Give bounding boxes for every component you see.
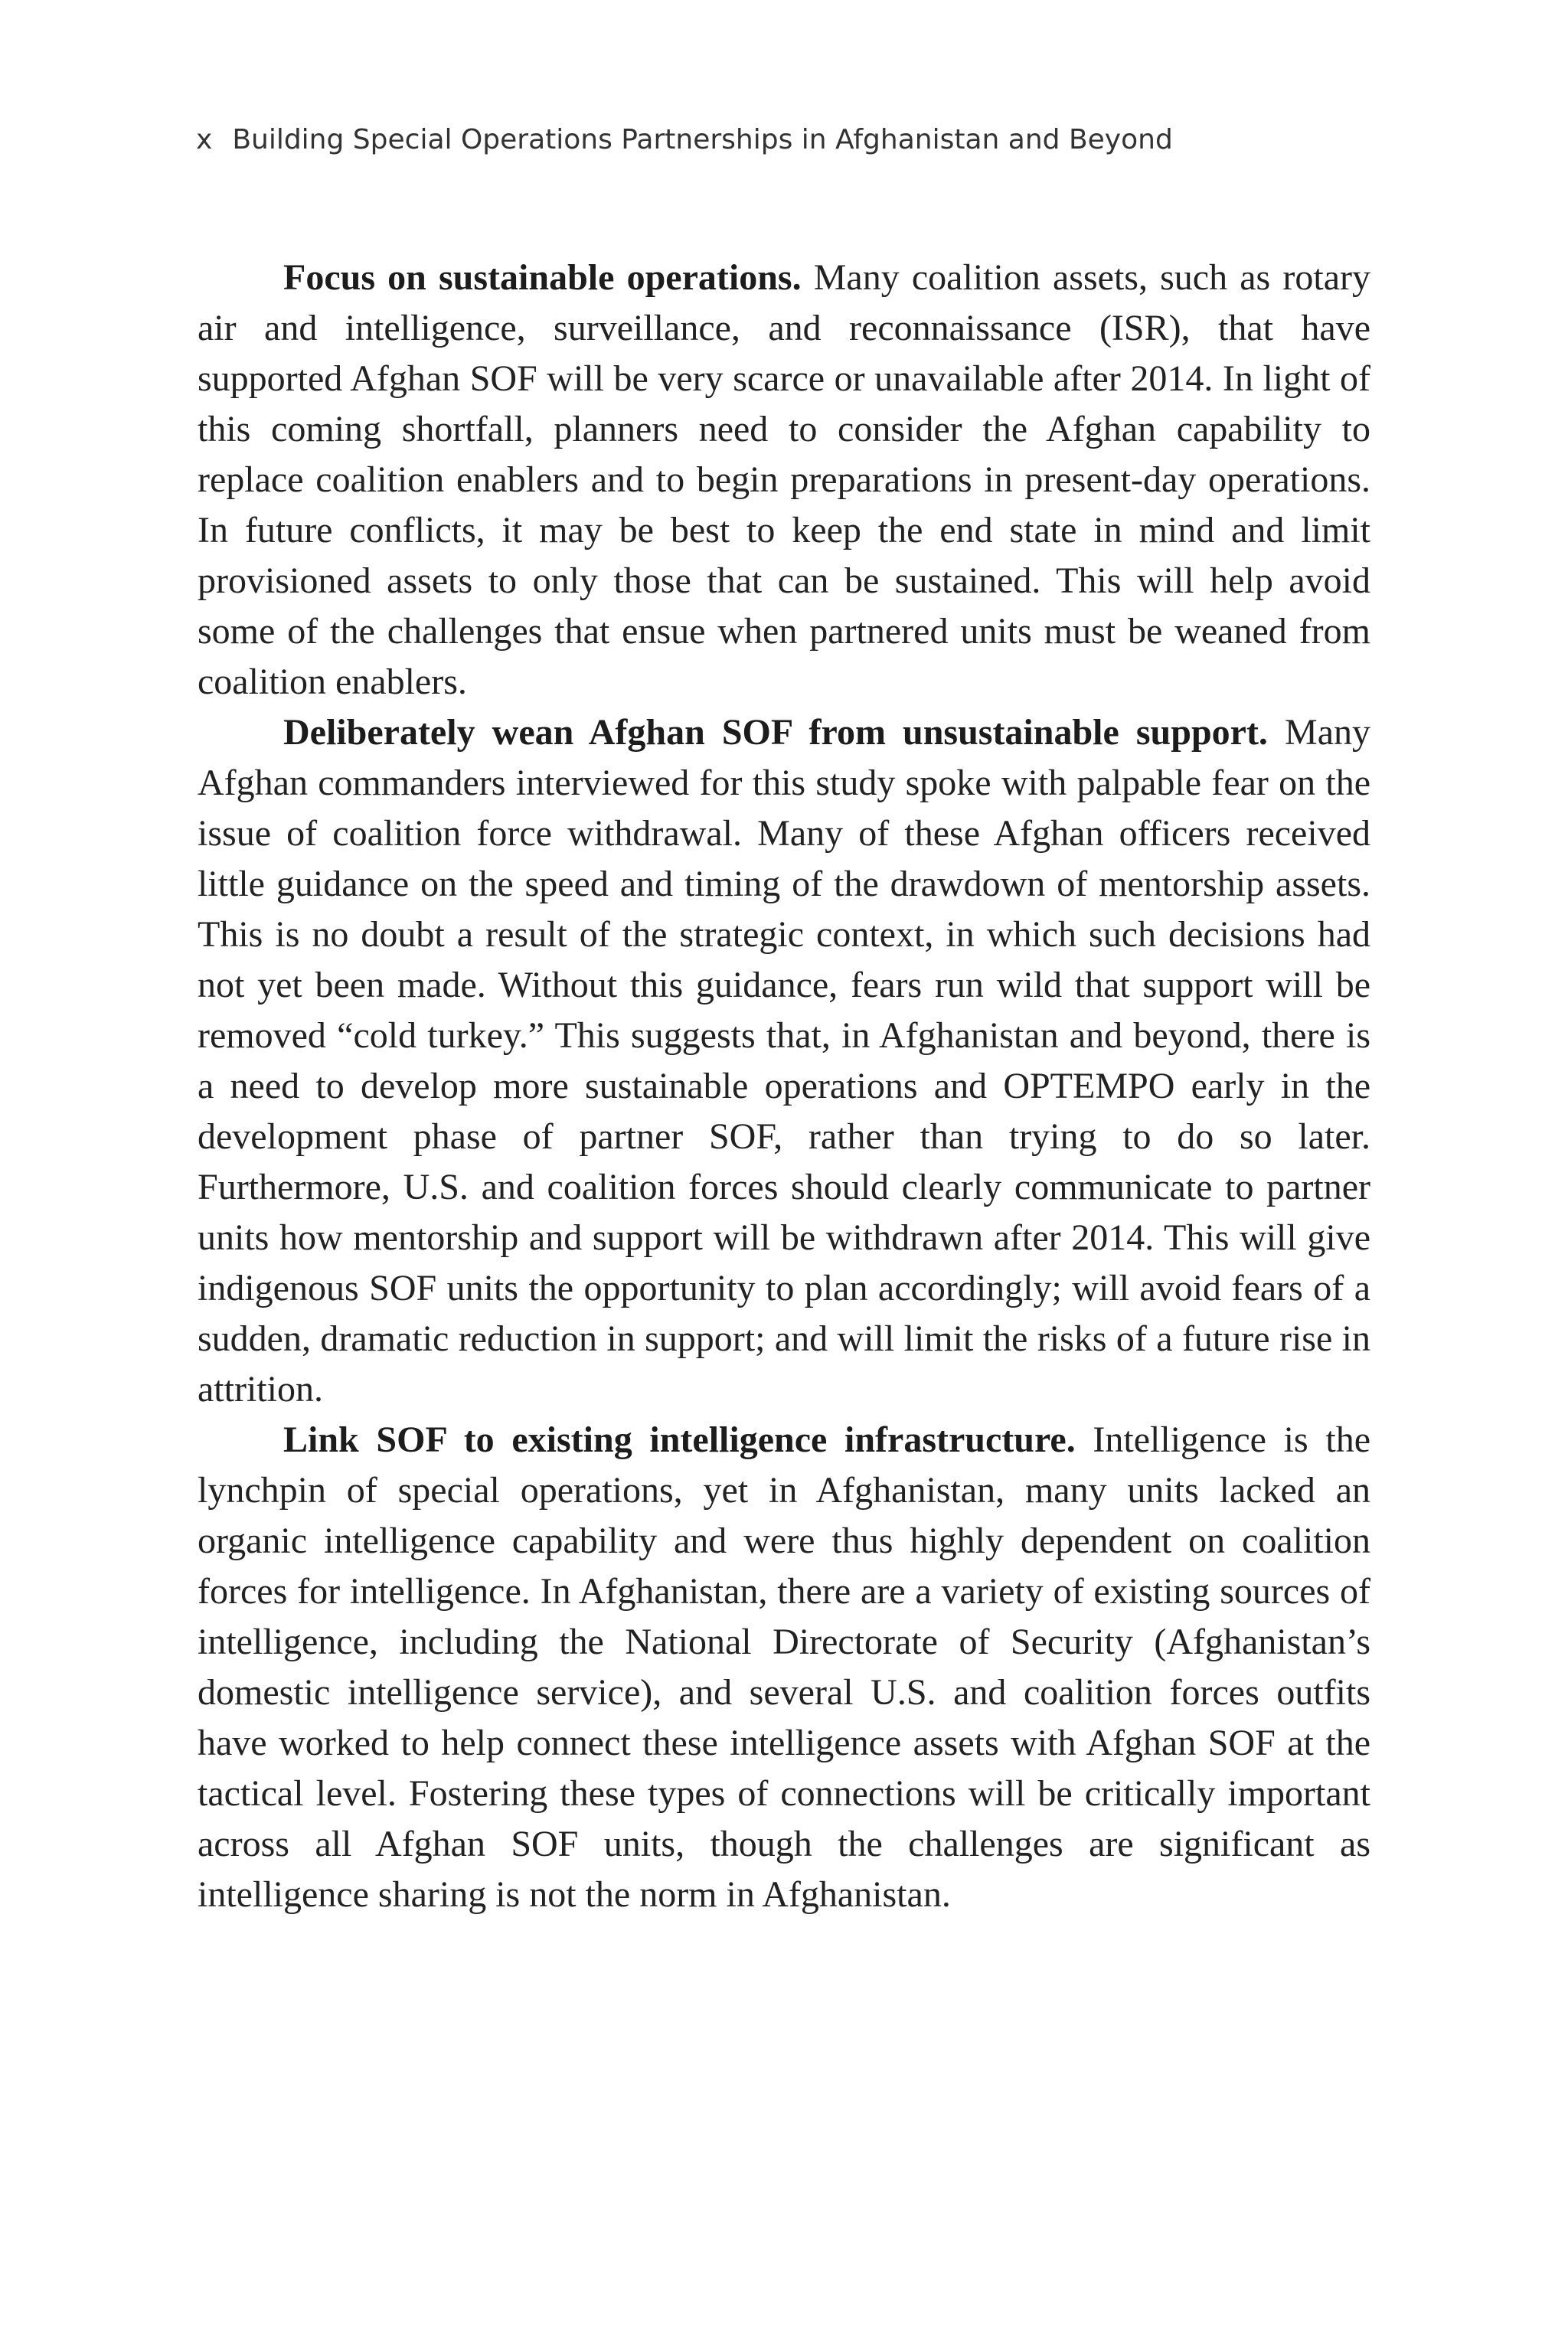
- paragraph-lead: Deliberately wean Afghan SOF from unsustainable support.: [283, 712, 1268, 753]
- body-text: [198, 253, 1370, 1920]
- paragraph-body: Intelligence is the lynchpin of special operations, yet in Afghanistan, many units lacked an organic intelligence capability and were thus highly dependent on coalition forces for intelligence. In Afghanistan, there are a variety of existing sources of intelligence, including the National Directorate of Security (Afghanistan’s domestic intelligence service), and several U.S. and coalition forces outfits have worked to help connect these intelligence assets with Afghan SOF at the tactical level. Fostering these types of connections will be critically important across all Afghan SOF units, though the challenges are significant as intelligence sharing is not the norm in Afghanistan.: [198, 1419, 1371, 1915]
- page-number: x: [196, 124, 213, 155]
- paragraph-lead: Focus on sustainable operations.: [283, 257, 802, 298]
- running-title: Building Special Operations Partnerships in Afghanistan and Beyond: [232, 124, 1173, 155]
- running-header: [196, 124, 1173, 155]
- paragraph-body: Many coalition assets, such as rotary air and intelligence, surveillance, and reconnaissance (ISR), that have supported Afghan SOF will be very scarce or unavailable after 2014. In light of this coming shortfall, planners need to consider the Afghan capability to replace coalition enablers and to begin preparations in present-day operations. In future conflicts, it may be best to keep the end state in mind and limit provisioned assets to only those that can be sustained. This will help avoid some of the challenges that ensue when partnered units must be weaned from coalition enablers.: [198, 257, 1371, 702]
- paragraph-sustainable-operations: [198, 253, 1370, 707]
- paragraph-body: Many Afghan commanders interviewed for this study spoke with palpable fear on the issue of coalition force withdrawal. Many of these Afghan officers received little guidance on the speed and timing of the drawdown of mentorship assets. This is no doubt a result of the strategic context, in which such decisions had not yet been made. Without this guidance, fears run wild that support will be removed “cold turkey.” This suggests that, in Afghanistan and beyond, there is a need to develop more sustainable operations and OPTEMPO early in the development phase of partner SOF, rather than trying to do so later. Furthermore, U.S. and coalition forces should clearly communicate to partner units how mentorship and support will be withdrawn after 2014. This will give indigenous SOF units the opportunity to plan accordingly; will avoid fears of a sudden, dramatic reduction in support; and will limit the risks of a future rise in attrition.: [198, 712, 1371, 1410]
- paragraph-lead: Link SOF to existing intelligence infrastructure.: [283, 1419, 1076, 1460]
- paragraph-wean-afghan-sof: [198, 707, 1370, 1415]
- paragraph-link-intelligence: [198, 1415, 1370, 1920]
